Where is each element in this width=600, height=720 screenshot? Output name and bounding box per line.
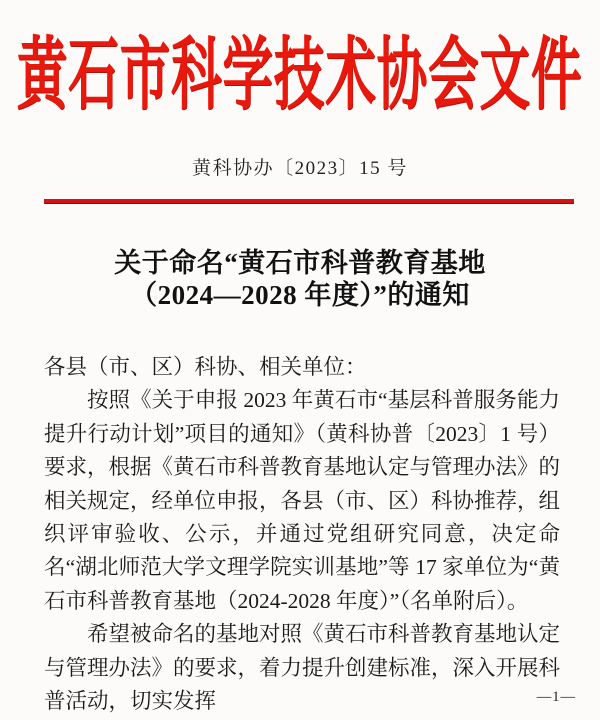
body-paragraph-1: 按照《关于申报 2023 年黄石市“基层科普服务能力提升行动计划”项目的通知》（黄科协普〔2023〕1 号）要求，根据《黄石市科普教育基地认定与管理办法》的相关规定，经单位申报，各县（市、区）科协推荐，组织评审验收、公示，并通过党组研究同意，决定命名“湖北师范大学文理学院实训基地”等 17 家单位为“黄石市科普教育基地（2024-2028 年度）”（名单附后）。 [44, 388, 561, 613]
document-title-line2: （2024—2028 年度）”的通知 [130, 280, 470, 310]
letterhead-org-title: 黄石市科学技术协会文件 [17, 32, 583, 120]
page-number: —1— [536, 689, 576, 705]
document-title [0, 247, 600, 311]
red-divider-line [44, 199, 574, 204]
document-number: 黄科协办〔2023〕15 号 [192, 158, 408, 179]
body-paragraph-2: 希望被命名的基地对照《黄石市科普教育基地认定与管理办法》的要求，着力提升创建标准，深入开展科普活动，切实发挥 [44, 622, 561, 714]
letterhead [0, 14, 600, 120]
document-title-line1: 关于命名“黄石市科普教育基地 [114, 248, 486, 278]
document-body [44, 351, 560, 718]
salutation: 各县（市、区）科协、相关单位： [44, 355, 367, 379]
